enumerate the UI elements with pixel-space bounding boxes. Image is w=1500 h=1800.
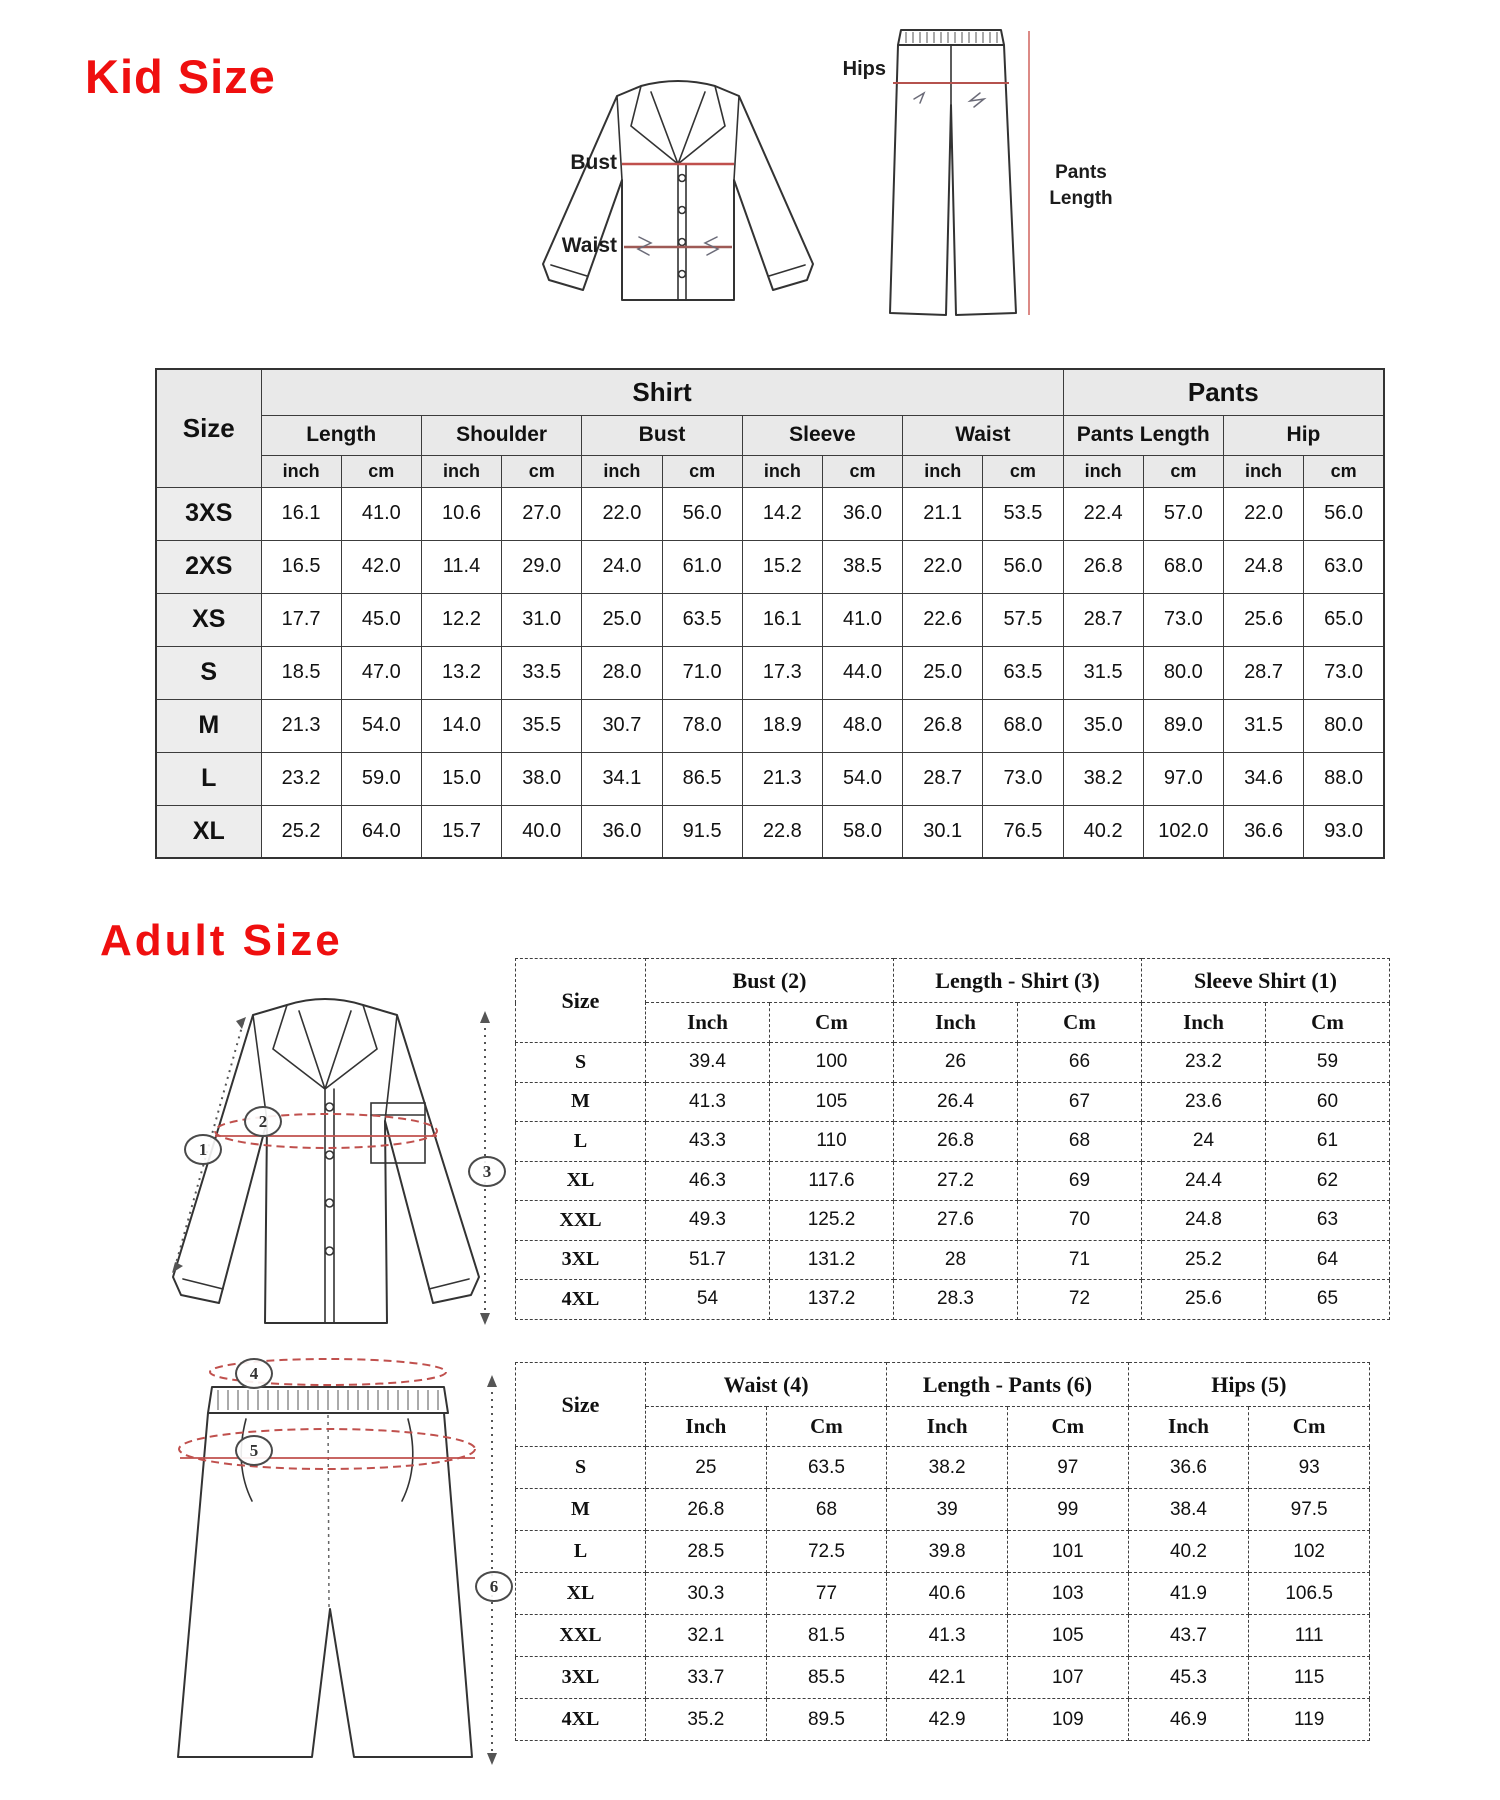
measurement-header: Sleeve <box>742 415 902 455</box>
size-label: XL <box>516 1573 646 1615</box>
measurement-value: 15.0 <box>421 752 501 805</box>
measurement-value: 80.0 <box>1143 646 1223 699</box>
kid-size-table-grid <box>155 368 1385 859</box>
size-label: 2XS <box>156 540 261 593</box>
measurement-value: 25 <box>646 1447 767 1489</box>
unit-header: inch <box>261 455 341 487</box>
measurement-value: 66 <box>1018 1043 1142 1083</box>
measure-marker-hips: 5 <box>235 1435 273 1466</box>
measurement-value: 85.5 <box>766 1657 887 1699</box>
size-row-xxl <box>516 1201 1390 1241</box>
measurement-value: 15.7 <box>421 805 501 858</box>
measurement-value: 42.1 <box>887 1657 1008 1699</box>
measurement-value: 18.5 <box>261 646 341 699</box>
measurement-value: 13.2 <box>421 646 501 699</box>
measurement-value: 31.5 <box>1063 646 1143 699</box>
measurement-value: 28.7 <box>903 752 983 805</box>
measurement-value: 51.7 <box>646 1240 770 1280</box>
measurement-value: 38.5 <box>822 540 902 593</box>
measurement-value: 65.0 <box>1304 593 1384 646</box>
measurement-value: 23.6 <box>1142 1082 1266 1122</box>
measurement-value: 22.0 <box>1223 487 1303 540</box>
measurement-header: Waist <box>903 415 1063 455</box>
measurement-header: Hip <box>1223 415 1384 455</box>
measurement-value: 38.2 <box>1063 752 1143 805</box>
measurement-value: 88.0 <box>1304 752 1384 805</box>
measurement-value: 21.3 <box>261 699 341 752</box>
size-row-s <box>516 1043 1390 1083</box>
measurement-value: 34.1 <box>582 752 662 805</box>
measurement-value: 26.8 <box>894 1122 1018 1162</box>
measurement-value: 21.1 <box>903 487 983 540</box>
measurement-value: 43.7 <box>1128 1615 1249 1657</box>
measurement-value: 102 <box>1249 1531 1370 1573</box>
size-row-3xl <box>516 1657 1370 1699</box>
unit-header: Inch <box>1128 1407 1249 1447</box>
measurement-value: 106.5 <box>1249 1573 1370 1615</box>
size-row-4xl <box>516 1699 1370 1741</box>
measurement-value: 36.0 <box>582 805 662 858</box>
size-label: L <box>156 752 261 805</box>
measurement-value: 105 <box>1007 1615 1128 1657</box>
size-row-xl <box>516 1161 1390 1201</box>
measurement-value: 45.3 <box>1128 1657 1249 1699</box>
measurement-value: 22.4 <box>1063 487 1143 540</box>
measurement-value: 21.3 <box>742 752 822 805</box>
measurement-value: 110 <box>770 1122 894 1162</box>
measurement-value: 62 <box>1266 1161 1390 1201</box>
measurement-value: 59.0 <box>341 752 421 805</box>
measurement-value: 81.5 <box>766 1615 887 1657</box>
unit-header: Cm <box>1266 1003 1390 1043</box>
measurement-value: 39 <box>887 1489 1008 1531</box>
size-row-xs <box>156 593 1384 646</box>
size-label: 3XL <box>516 1657 646 1699</box>
measurement-value: 10.6 <box>421 487 501 540</box>
measurement-value: 31.5 <box>1223 699 1303 752</box>
measurement-value: 97.5 <box>1249 1489 1370 1531</box>
measurement-value: 119 <box>1249 1699 1370 1741</box>
measurement-value: 28.7 <box>1223 646 1303 699</box>
measurement-value: 47.0 <box>341 646 421 699</box>
unit-header: inch <box>582 455 662 487</box>
size-label: M <box>516 1489 646 1531</box>
size-label: M <box>156 699 261 752</box>
measurement-value: 22.0 <box>903 540 983 593</box>
measurement-value: 32.1 <box>646 1615 767 1657</box>
measurement-value: 22.8 <box>742 805 822 858</box>
unit-header: Cm <box>766 1407 887 1447</box>
measurement-value: 77 <box>766 1573 887 1615</box>
size-row-l <box>156 752 1384 805</box>
measurement-header: Bust (2) <box>646 959 894 1003</box>
size-label: 3XL <box>516 1240 646 1280</box>
bust-label: Bust <box>570 151 617 174</box>
size-label: 4XL <box>516 1699 646 1741</box>
hips-label: Hips <box>842 58 886 80</box>
measurement-value: 42.0 <box>341 540 421 593</box>
size-column-header: Size <box>516 1363 646 1447</box>
adult-shirt-size-table <box>515 958 1390 1320</box>
measurement-value: 63.5 <box>766 1447 887 1489</box>
measurement-value: 76.5 <box>983 805 1063 858</box>
measurement-value: 57.0 <box>1143 487 1223 540</box>
size-row-2xs <box>156 540 1384 593</box>
measurement-value: 34.6 <box>1223 752 1303 805</box>
size-row-l <box>516 1122 1390 1162</box>
size-row-xl <box>516 1573 1370 1615</box>
measurement-value: 22.0 <box>582 487 662 540</box>
measurement-value: 24.8 <box>1142 1201 1266 1241</box>
unit-header: cm <box>1304 455 1384 487</box>
measurement-value: 44.0 <box>822 646 902 699</box>
measurement-value: 42.9 <box>887 1699 1008 1741</box>
measurement-value: 12.2 <box>421 593 501 646</box>
measurement-value: 46.3 <box>646 1161 770 1201</box>
measurement-value: 36.6 <box>1128 1447 1249 1489</box>
measurement-value: 73.0 <box>983 752 1063 805</box>
adult-pants-size-table-grid <box>515 1362 1370 1741</box>
measurement-value: 16.1 <box>261 487 341 540</box>
measurement-value: 22.6 <box>903 593 983 646</box>
size-label: XL <box>516 1161 646 1201</box>
measurement-value: 131.2 <box>770 1240 894 1280</box>
size-label: 4XL <box>516 1280 646 1320</box>
waist-label: Waist <box>561 234 617 257</box>
measurement-value: 93.0 <box>1304 805 1384 858</box>
measurement-value: 40.0 <box>502 805 582 858</box>
measurement-value: 25.0 <box>903 646 983 699</box>
measurement-header: Sleeve Shirt (1) <box>1142 959 1390 1003</box>
measurement-value: 28.0 <box>582 646 662 699</box>
measurement-value: 25.0 <box>582 593 662 646</box>
measurement-value: 78.0 <box>662 699 742 752</box>
unit-header: cm <box>983 455 1063 487</box>
size-row-s <box>516 1447 1370 1489</box>
unit-header: cm <box>662 455 742 487</box>
size-row-l <box>516 1531 1370 1573</box>
measurement-value: 41.9 <box>1128 1573 1249 1615</box>
measurement-header: Pants Length <box>1063 415 1223 455</box>
measurement-value: 56.0 <box>662 487 742 540</box>
measurement-value: 35.2 <box>646 1699 767 1741</box>
measurement-value: 27.0 <box>502 487 582 540</box>
measurement-value: 105 <box>770 1082 894 1122</box>
measure-marker-pants-length: 6 <box>475 1571 513 1602</box>
section-header: Pants <box>1063 369 1384 415</box>
measurement-value: 100 <box>770 1043 894 1083</box>
measurement-value: 38.0 <box>502 752 582 805</box>
measurement-header: Length <box>261 415 421 455</box>
size-label: M <box>516 1082 646 1122</box>
measurement-value: 91.5 <box>662 805 742 858</box>
measurement-value: 23.2 <box>261 752 341 805</box>
measurement-value: 70 <box>1018 1201 1142 1241</box>
measurement-value: 30.7 <box>582 699 662 752</box>
measurement-value: 35.5 <box>502 699 582 752</box>
measurement-value: 18.9 <box>742 699 822 752</box>
size-label: S <box>516 1447 646 1489</box>
unit-header: inch <box>421 455 501 487</box>
measurement-value: 68.0 <box>983 699 1063 752</box>
measurement-value: 28.3 <box>894 1280 1018 1320</box>
measurement-value: 30.3 <box>646 1573 767 1615</box>
unit-header: inch <box>1063 455 1143 487</box>
size-label: S <box>156 646 261 699</box>
measurement-value: 25.6 <box>1223 593 1303 646</box>
measurement-value: 64 <box>1266 1240 1390 1280</box>
measurement-value: 125.2 <box>770 1201 894 1241</box>
measurement-value: 16.1 <box>742 593 822 646</box>
measurement-value: 63.5 <box>983 646 1063 699</box>
measurement-value: 56.0 <box>983 540 1063 593</box>
measurement-value: 26.8 <box>1063 540 1143 593</box>
measurement-value: 101 <box>1007 1531 1128 1573</box>
unit-header: Cm <box>770 1003 894 1043</box>
size-label: L <box>516 1531 646 1573</box>
measurement-header: Waist (4) <box>646 1363 887 1407</box>
measurement-value: 36.0 <box>822 487 902 540</box>
measurement-value: 35.0 <box>1063 699 1143 752</box>
measurement-value: 54.0 <box>822 752 902 805</box>
measurement-value: 43.3 <box>646 1122 770 1162</box>
measurement-value: 103 <box>1007 1573 1128 1615</box>
measurement-value: 61 <box>1266 1122 1390 1162</box>
adult-pants-diagram <box>150 1355 540 1765</box>
measurement-value: 28.5 <box>646 1531 767 1573</box>
unit-header: Inch <box>646 1407 767 1447</box>
measure-marker-waist: 4 <box>235 1358 273 1389</box>
measurement-value: 26.4 <box>894 1082 1018 1122</box>
measurement-value: 64.0 <box>341 805 421 858</box>
measurement-value: 23.2 <box>1142 1043 1266 1083</box>
measurement-value: 40.6 <box>887 1573 1008 1615</box>
unit-header: cm <box>822 455 902 487</box>
size-row-3xl <box>516 1240 1390 1280</box>
measurement-value: 36.6 <box>1223 805 1303 858</box>
measurement-value: 14.2 <box>742 487 822 540</box>
size-row-m <box>156 699 1384 752</box>
unit-header: inch <box>1223 455 1303 487</box>
unit-header: Inch <box>887 1407 1008 1447</box>
measurement-value: 68.0 <box>1143 540 1223 593</box>
measurement-value: 59 <box>1266 1043 1390 1083</box>
measurement-value: 33.5 <box>502 646 582 699</box>
unit-header: Cm <box>1007 1407 1128 1447</box>
measurement-value: 61.0 <box>662 540 742 593</box>
measurement-value: 63.5 <box>662 593 742 646</box>
measurement-value: 46.9 <box>1128 1699 1249 1741</box>
measurement-value: 89.0 <box>1143 699 1223 752</box>
measurement-value: 93 <box>1249 1447 1370 1489</box>
measurement-value: 30.1 <box>903 805 983 858</box>
measurement-value: 11.4 <box>421 540 501 593</box>
measurement-value: 54 <box>646 1280 770 1320</box>
adult-shirt-size-table-grid <box>515 958 1390 1320</box>
measurement-value: 73.0 <box>1304 646 1384 699</box>
unit-header: inch <box>903 455 983 487</box>
measurement-value: 25.6 <box>1142 1280 1266 1320</box>
measurement-value: 72.5 <box>766 1531 887 1573</box>
measurement-header: Length - Pants (6) <box>887 1363 1128 1407</box>
measurement-value: 38.2 <box>887 1447 1008 1489</box>
unit-header: cm <box>341 455 421 487</box>
unit-header: Inch <box>894 1003 1018 1043</box>
size-row-3xs <box>156 487 1384 540</box>
measurement-value: 31.0 <box>502 593 582 646</box>
measurement-value: 109 <box>1007 1699 1128 1741</box>
measurement-value: 14.0 <box>421 699 501 752</box>
measurement-value: 58.0 <box>822 805 902 858</box>
measurement-header: Shoulder <box>421 415 581 455</box>
measurement-value: 97 <box>1007 1447 1128 1489</box>
measure-marker-sleeve: 1 <box>184 1134 222 1165</box>
size-label: XS <box>156 593 261 646</box>
size-row-xxl <box>516 1615 1370 1657</box>
measurement-header: Hips (5) <box>1128 1363 1369 1407</box>
measurement-value: 24.8 <box>1223 540 1303 593</box>
measurement-value: 117.6 <box>770 1161 894 1201</box>
size-label: 3XS <box>156 487 261 540</box>
measurement-value: 71.0 <box>662 646 742 699</box>
measurement-value: 97.0 <box>1143 752 1223 805</box>
measurement-value: 17.3 <box>742 646 822 699</box>
measurement-value: 24 <box>1142 1122 1266 1162</box>
measurement-value: 57.5 <box>983 593 1063 646</box>
kid-shirt-diagram <box>505 72 825 312</box>
kid-size-title: Kid Size <box>85 50 276 104</box>
size-row-4xl <box>516 1280 1390 1320</box>
size-row-xl <box>156 805 1384 858</box>
size-column-header: Size <box>516 959 646 1043</box>
measurement-value: 69 <box>1018 1161 1142 1201</box>
measurement-value: 71 <box>1018 1240 1142 1280</box>
measurement-value: 26 <box>894 1043 1018 1083</box>
measurement-header: Bust <box>582 415 742 455</box>
measurement-value: 39.4 <box>646 1043 770 1083</box>
unit-header: inch <box>742 455 822 487</box>
measurement-value: 63.0 <box>1304 540 1384 593</box>
measurement-value: 53.5 <box>983 487 1063 540</box>
measurement-value: 67 <box>1018 1082 1142 1122</box>
size-column-header: Size <box>156 369 261 487</box>
measurement-value: 24.0 <box>582 540 662 593</box>
measurement-value: 40.2 <box>1128 1531 1249 1573</box>
measurement-value: 60 <box>1266 1082 1390 1122</box>
size-label: XXL <box>516 1201 646 1241</box>
measurement-value: 38.4 <box>1128 1489 1249 1531</box>
measurement-value: 102.0 <box>1143 805 1223 858</box>
measurement-value: 111 <box>1249 1615 1370 1657</box>
measurement-value: 25.2 <box>1142 1240 1266 1280</box>
measurement-value: 63 <box>1266 1201 1390 1241</box>
measurement-value: 49.3 <box>646 1201 770 1241</box>
size-row-m <box>516 1082 1390 1122</box>
size-label: XXL <box>516 1615 646 1657</box>
measurement-value: 72 <box>1018 1280 1142 1320</box>
unit-header: Inch <box>1142 1003 1266 1043</box>
measurement-value: 28.7 <box>1063 593 1143 646</box>
kid-size-table <box>155 368 1385 859</box>
measurement-value: 26.8 <box>646 1489 767 1531</box>
unit-header: cm <box>502 455 582 487</box>
unit-header: Inch <box>646 1003 770 1043</box>
measurement-value: 25.2 <box>261 805 341 858</box>
measurement-value: 41.0 <box>341 487 421 540</box>
measurement-value: 89.5 <box>766 1699 887 1741</box>
measurement-value: 41.3 <box>646 1082 770 1122</box>
measurement-value: 80.0 <box>1304 699 1384 752</box>
adult-pants-size-table <box>515 1362 1370 1741</box>
size-row-s <box>156 646 1384 699</box>
measurement-value: 28 <box>894 1240 1018 1280</box>
size-label: XL <box>156 805 261 858</box>
measurement-value: 65 <box>1266 1280 1390 1320</box>
unit-header: Cm <box>1249 1407 1370 1447</box>
measurement-value: 24.4 <box>1142 1161 1266 1201</box>
size-label: S <box>516 1043 646 1083</box>
measurement-value: 17.7 <box>261 593 341 646</box>
measurement-value: 29.0 <box>502 540 582 593</box>
measurement-value: 107 <box>1007 1657 1128 1699</box>
section-header: Shirt <box>261 369 1063 415</box>
unit-header: Cm <box>1018 1003 1142 1043</box>
measurement-value: 115 <box>1249 1657 1370 1699</box>
measurement-value: 39.8 <box>887 1531 1008 1573</box>
measurement-value: 68 <box>766 1489 887 1531</box>
measurement-value: 41.3 <box>887 1615 1008 1657</box>
size-label: L <box>516 1122 646 1162</box>
measurement-value: 137.2 <box>770 1280 894 1320</box>
measurement-value: 41.0 <box>822 593 902 646</box>
measurement-value: 73.0 <box>1143 593 1223 646</box>
pants-length-label: Pants Length <box>1049 162 1113 209</box>
measurement-value: 40.2 <box>1063 805 1143 858</box>
unit-header: cm <box>1143 455 1223 487</box>
measure-marker-bust: 2 <box>244 1106 282 1137</box>
measurement-value: 68 <box>1018 1122 1142 1162</box>
measure-marker-shirt-length: 3 <box>468 1156 506 1187</box>
kid-pants-diagram <box>888 25 1038 320</box>
measurement-value: 99 <box>1007 1489 1128 1531</box>
measurement-value: 48.0 <box>822 699 902 752</box>
measurement-header: Length - Shirt (3) <box>894 959 1142 1003</box>
size-row-m <box>516 1489 1370 1531</box>
measurement-value: 16.5 <box>261 540 341 593</box>
measurement-value: 45.0 <box>341 593 421 646</box>
adult-size-title: Adult Size <box>100 916 343 966</box>
measurement-value: 86.5 <box>662 752 742 805</box>
measurement-value: 26.8 <box>903 699 983 752</box>
measurement-value: 33.7 <box>646 1657 767 1699</box>
measurement-value: 15.2 <box>742 540 822 593</box>
measurement-value: 27.6 <box>894 1201 1018 1241</box>
measurement-value: 54.0 <box>341 699 421 752</box>
measurement-value: 56.0 <box>1304 487 1384 540</box>
measurement-value: 27.2 <box>894 1161 1018 1201</box>
